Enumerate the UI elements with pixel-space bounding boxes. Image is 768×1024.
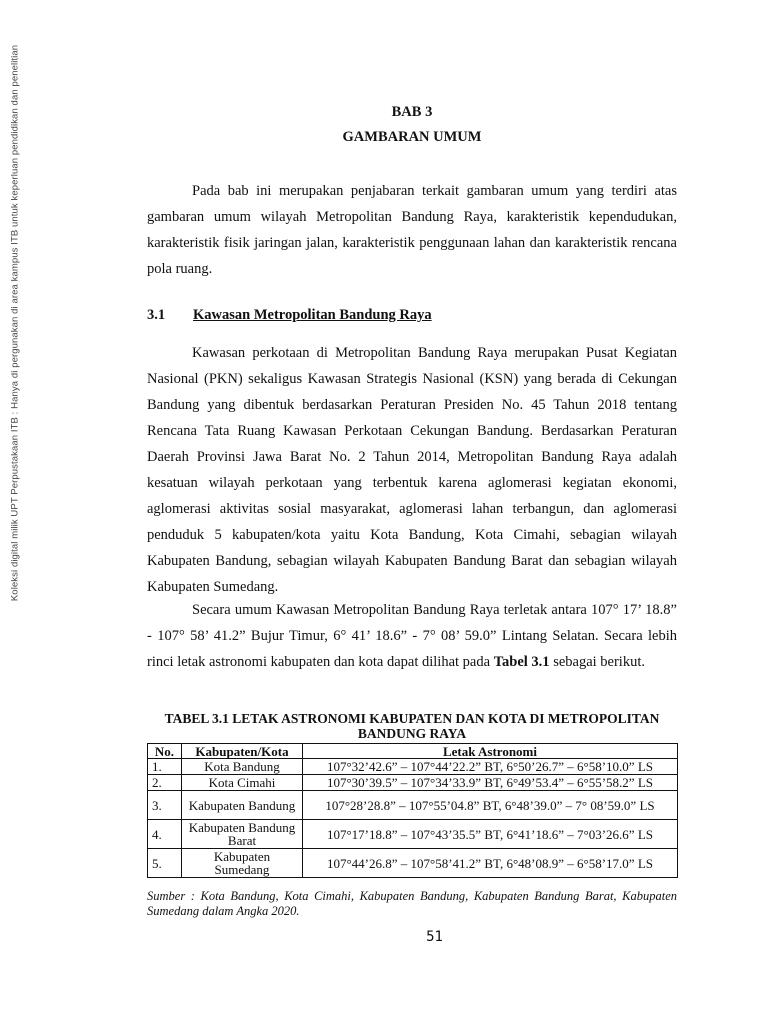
- row-location: 107°17’18.8” – 107°43’35.5” BT, 6°41’18.6” – 7°03’26.6” LS: [303, 820, 678, 849]
- row-name: Kota Cimahi: [182, 775, 303, 791]
- table-row: [148, 759, 678, 775]
- row-name: Kabupaten Bandung Barat: [182, 820, 303, 849]
- row-no: 4.: [148, 820, 182, 849]
- row-no: 5.: [148, 849, 182, 878]
- table-row: [148, 820, 678, 849]
- chapter-number: BAB 3: [391, 104, 433, 120]
- table-caption: TABEL 3.1 LETAK ASTRONOMI KABUPATEN DAN KOTA DI METROPOLITAN BANDUNG RAYA: [164, 711, 660, 741]
- table-row: [148, 849, 678, 878]
- header-letak-astronomi: Letak Astronomi: [303, 744, 678, 759]
- watermark-text: Koleksi digital milik UPT Perpustakaan ITB : Hanya di pergunakan di area kampus ITB untuk keperluan pendidikan dan penelitian: [9, 44, 21, 601]
- row-location: 107°32’42.6” – 107°44’22.2” BT, 6°50’26.7” – 6°58’10.0” LS: [303, 759, 678, 775]
- header-kabupaten-kota: Kabupaten/Kota: [182, 744, 303, 759]
- table-header-row: [148, 744, 678, 759]
- section-title: Kawasan Metropolitan Bandung Raya: [193, 307, 432, 323]
- astronomy-table: [147, 743, 678, 878]
- page-number: 51: [426, 929, 443, 945]
- row-location: 107°30’39.5” – 107°34’33.9” BT, 6°49’53.4” – 6°55’58.2” LS: [303, 775, 678, 791]
- section-heading: [147, 307, 677, 324]
- row-name: Kota Bandung: [182, 759, 303, 775]
- intro-paragraph: Pada bab ini merupakan penjabaran terkait gambaran umum yang terdiri atas gambaran umum wilayah Metropolitan Bandung Raya, karakteristik kependudukan, karakteristik fisik jaringan jalan, karakteristik penggunaan lahan dan karakteristik rencana pola ruang.: [147, 183, 677, 277]
- paragraph-2-end: sebagai berikut.: [549, 654, 645, 670]
- row-no: 3.: [148, 791, 182, 820]
- chapter-title: GAMBARAN UMUM: [342, 129, 482, 145]
- table-reference: Tabel 3.1: [493, 654, 550, 670]
- row-location: 107°28’28.8” – 107°55’04.8” BT, 6°48’39.0” – 7° 08’59.0” LS: [303, 791, 678, 820]
- row-no: 2.: [148, 775, 182, 791]
- watermark: [8, 40, 22, 605]
- paragraph-2-text: Secara umum Kawasan Metropolitan Bandung Raya terletak antara 107° 17’ 18.8” - 107° 58’ 41.2” Bujur Timur, 6° 41’ 18.6” - 7° 08’ 59.0” Lintang Selatan. Secara lebih rinci letak astronomi kabupaten dan kota dapat dilihat pada: [147, 602, 677, 670]
- table-row: [148, 791, 678, 820]
- row-name: Kabupaten Sumedang: [182, 849, 303, 878]
- header-no: No.: [148, 744, 182, 759]
- row-location: 107°44’26.8” – 107°58’41.2” BT, 6°48’08.9” – 6°58’17.0” LS: [303, 849, 678, 878]
- section-number: 3.1: [147, 307, 166, 323]
- table-source: Sumber : Kota Bandung, Kota Cimahi, Kabupaten Bandung, Kabupaten Bandung Barat, Kabupaten Sumedang dalam Angka 2020.: [147, 889, 677, 918]
- section-paragraph-1: Kawasan perkotaan di Metropolitan Bandung Raya merupakan Pusat Kegiatan Nasional (PKN) sekaligus Kawasan Strategis Nasional (KSN) yang berada di Cekungan Bandung yang dibentuk berdasarkan Peraturan Presiden No. 45 Tahun 2018 tentang Rencana Tata Ruang Kawasan Perkotaan Cekungan Bandung. Berdasarkan Peraturan Daerah Provinsi Jawa Barat No. 2 Tahun 2014, Metropolitan Bandung Raya adalah kesatuan wilayah perkotaan yang terbentuk karena aglomerasi kegiatan ekonomi, aglomerasi aktivitas sosial masyarakat, aglomerasi lahan terbangun, dan aglomerasi penduduk 5 kabupaten/kota yaitu Kota Bandung, Kota Cimahi, sebagian wilayah Kabupaten Bandung, sebagian wilayah Kabupaten Bandung Barat dan sebagian wilayah Kabupaten Sumedang.: [147, 345, 677, 595]
- table-row: [148, 775, 678, 791]
- row-no: 1.: [148, 759, 182, 775]
- row-name: Kabupaten Bandung: [182, 791, 303, 820]
- section-paragraph-2: [147, 597, 677, 675]
